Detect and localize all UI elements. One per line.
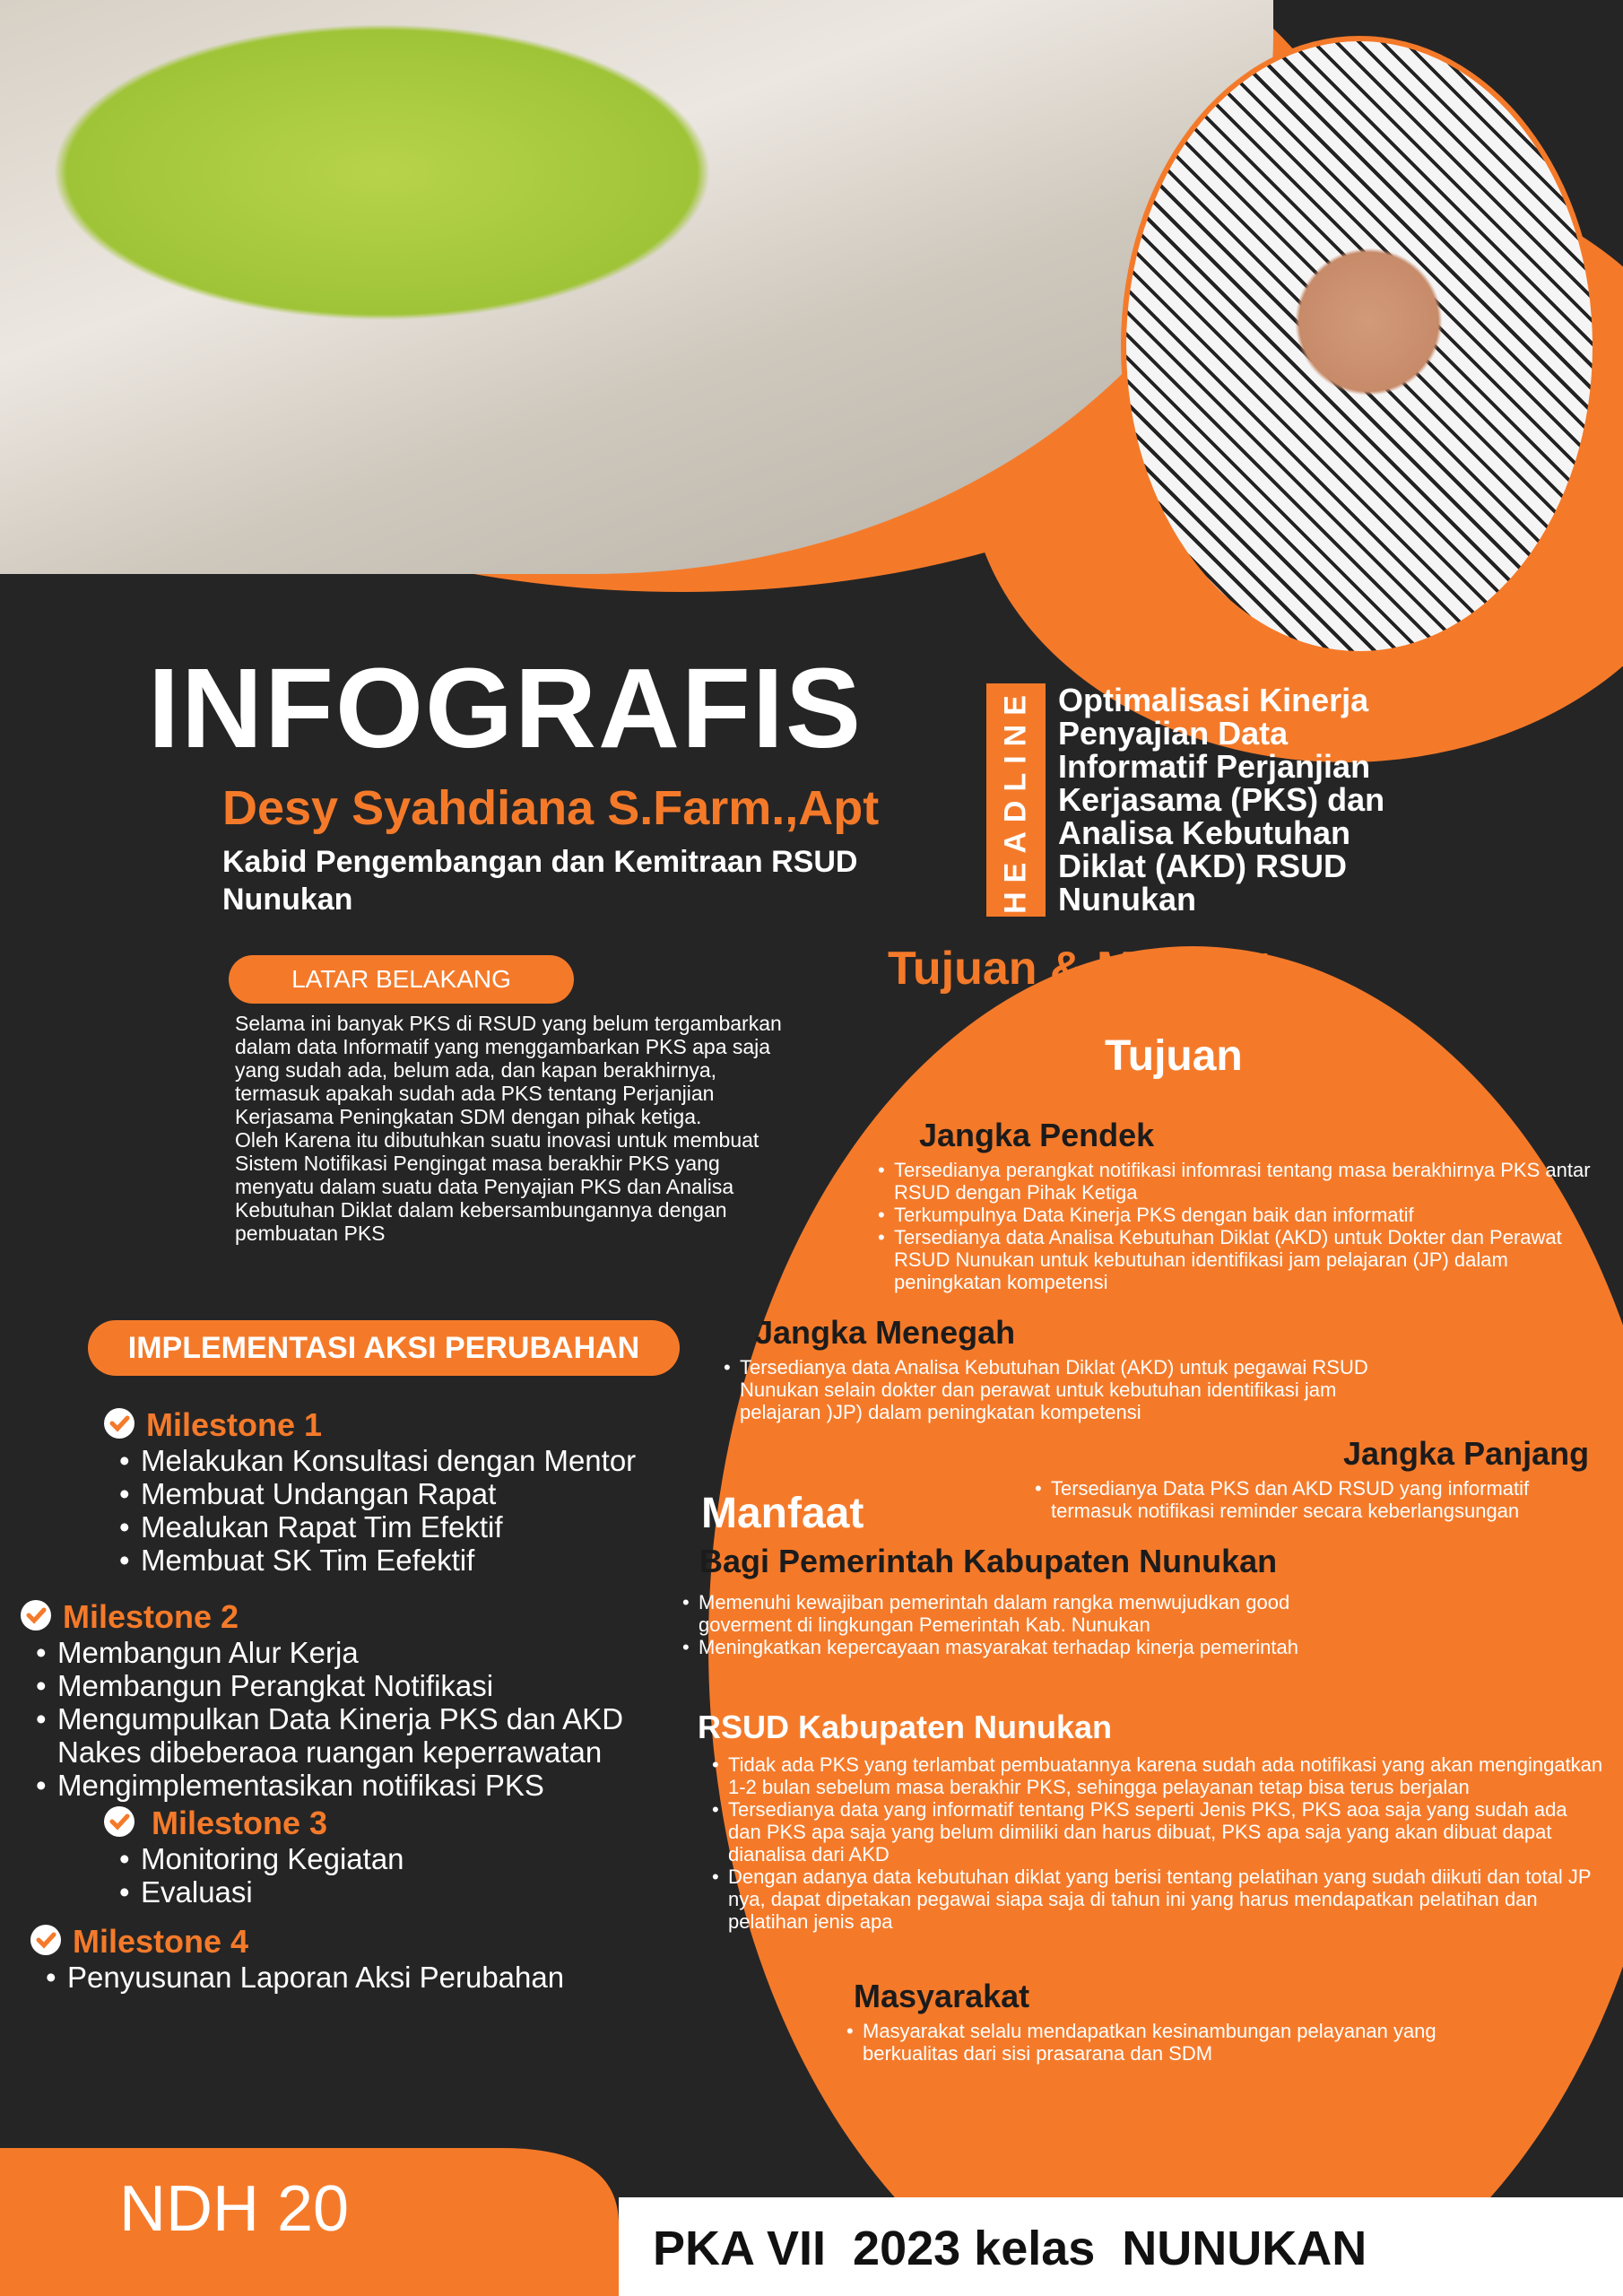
manfaat-rsud-list: [708, 1753, 1605, 1933]
check-circle-icon: [20, 1599, 52, 1636]
latar-paragraph-2: Oleh Karena itu dibutuhkan suatu inovasi untuk membuat Sistem Notifikasi Pengingat masa berakhir PKS yang menyatu dalam suatu data Penyajian PKS dan Analisa Kebutuhan Diklat dalam kebersambungannya dengan pembuatan PKS: [235, 1128, 759, 1245]
jangka-pendek-list: [874, 1159, 1619, 1293]
latar-belakang-text: [235, 1012, 791, 1245]
portrait-photo: [1121, 36, 1598, 657]
author-position: Kabid Pengembangan dan Kemitraan RSUD Nunukan: [222, 845, 858, 917]
list-item: • Meningkatkan kepercayaan masyarakat terhadap kinerja pemerintah: [679, 1636, 1342, 1658]
check-circle-icon: [103, 1805, 135, 1842]
list-item: • Penyusunan Laporan Aksi Perubahan: [39, 1961, 564, 1994]
milestone-3: [103, 1805, 404, 1909]
milestone-title: Milestone 4: [73, 1923, 249, 1960]
jangka-pendek-title: Jangka Pendek: [919, 1117, 1155, 1153]
headline-text: Optimalisasi Kinerja Penyajian Data Informatif Perjanjian Kerjasama (PKS) dan Analisa Kebutuhan Diklat (AKD) RSUD Nunukan: [1058, 682, 1385, 918]
page-title: INFOGRAFIS: [148, 645, 863, 771]
tujuan-heading: Tujuan: [1105, 1032, 1243, 1080]
list-item: • Tersedianya data yang informatif tentang PKS seperti Jenis PKS, PKS aoa saja yang sudah ada dan PKS apa saja yang belum dimiliki dan harus dibuat, PKS apa saja yang akan dibuat dapat dianalisa dari AKD: [708, 1798, 1605, 1866]
check-circle-icon: [30, 1924, 62, 1961]
milestone-1: [103, 1406, 636, 1577]
manfaat-pemerintah-title: Bagi Pemerintah Kabupaten Nunukan: [699, 1543, 1278, 1579]
milestone-4: [30, 1923, 564, 1994]
jangka-panjang-title: Jangka Panjang: [1343, 1435, 1590, 1472]
milestone-title: Milestone 1: [146, 1406, 323, 1443]
manfaat-rsud-title: RSUD Kabupaten Nunukan: [698, 1709, 1113, 1745]
list-item: • Terkumpulnya Data Kinerja PKS dengan baik dan informatif: [874, 1204, 1619, 1226]
list-item: • Tersedianya data Analisa Kebutuhan Diklat (AKD) untuk pegawai RSUD Nunukan selain dokter dan perawat untuk kebutuhan identifikasi jam pelajaran )JP) dalam peningkatan kompetensi: [720, 1356, 1402, 1423]
list-item: • Membuat Undangan Rapat: [112, 1477, 636, 1510]
manfaat-masyarakat-title: Masyarakat: [854, 1978, 1030, 2014]
manfaat-heading: Manfaat: [701, 1490, 864, 1537]
list-item: • Mengumpulkan Data Kinerja PKS dan AKD Nakes dibeberaoa ruangan keperrawatan: [29, 1702, 638, 1769]
list-item: • Masyarakat selalu mendapatkan kesinambungan pelayanan yang berkualitas dari sisi prasarana dan SDM: [843, 2020, 1488, 2065]
list-item: • Monitoring Kegiatan: [112, 1842, 404, 1875]
jangka-menengah-list: [720, 1356, 1402, 1423]
list-item: • Dengan adanya data kebutuhan diklat yang berisi tentang pelatihan yang sudah diikuti dan total JP nya, dapat dipetakan pegawai siapa saja di tahun ini yang harus mendapatkan pelatihan dan pelatihan jenis apa: [708, 1866, 1605, 1933]
ndh-label: NDH 20: [119, 2173, 350, 2245]
jangka-menengah-title: Jangka Menegah: [755, 1314, 1016, 1351]
list-item: • Evaluasi: [112, 1875, 404, 1909]
tujuan-manfaat-heading: Tujuan & Manfaat: [888, 943, 1273, 995]
jangka-panjang-list: [1031, 1477, 1605, 1522]
headline-tag: [986, 683, 1046, 917]
implementasi-label: IMPLEMENTASI AKSI PERUBAHAN: [88, 1320, 680, 1376]
list-item: • Mealukan Rapat Tim Efektif: [112, 1510, 636, 1544]
list-item: • Membuat SK Tim Eefektif: [112, 1544, 636, 1577]
list-item: • Tersedianya Data PKS dan AKD RSUD yang informatif termasuk notifikasi reminder secara keberlangsungan: [1031, 1477, 1605, 1522]
manfaat-masyarakat-list: [843, 2020, 1488, 2065]
list-item: • Melakukan Konsultasi dengan Mentor: [112, 1444, 636, 1477]
author-name: Desy Syahdiana S.Farm.,Apt: [222, 781, 880, 835]
list-item: • Membangun Alur Kerja: [29, 1636, 638, 1669]
list-item: • Tersedianya perangkat notifikasi infomrasi tentang masa berakhirnya PKS antar RSUD dengan Pihak Ketiga: [874, 1159, 1619, 1204]
list-item: • Tidak ada PKS yang terlambat pembuatannya karena sudah ada notifikasi yang akan mengingatkan 1-2 bulan sebelum masa berakhir PKS, sehingga pelayanan tetap bisa terus berjalan: [708, 1753, 1605, 1798]
headline-tag-label: HEADLINE: [998, 686, 1033, 914]
list-item: • Membangun Perangkat Notifikasi: [29, 1669, 638, 1702]
list-item: • Tersedianya data Analisa Kebutuhan Diklat (AKD) untuk Dokter dan Perawat RSUD Nunukan untuk kebutuhan identifikasi jam pelajaran (JP) dalam peningkatan kompetensi: [874, 1226, 1619, 1293]
list-item: • Mengimplementasikan notifikasi PKS: [29, 1769, 638, 1802]
latar-paragraph-1: Selama ini banyak PKS di RSUD yang belum tergambarkan dalam data Informatif yang menggambarkan PKS apa saja yang sudah ada, belum ada, dan kapan berakhirnya, termasuk apakah sudah ada PKS tentang Perjanjian Kerjasama Peningkatan SDM dengan pihak ketiga.: [235, 1012, 782, 1128]
milestone-title: Milestone 2: [63, 1598, 239, 1635]
check-circle-icon: [103, 1407, 135, 1444]
milestone-title: Milestone 3: [152, 1805, 328, 1841]
latar-belakang-label: LATAR BELAKANG: [229, 955, 574, 1004]
manfaat-pemerintah-list: [679, 1591, 1342, 1658]
milestone-2: [20, 1598, 638, 1802]
list-item: • Memenuhi kewajiban pemerintah dalam rangka menwujudkan good goverment di lingkungan Pemerintah Kab. Nunukan: [679, 1591, 1342, 1636]
class-line: PKA VII 2023 kelas NUNUKAN: [653, 2222, 1367, 2275]
